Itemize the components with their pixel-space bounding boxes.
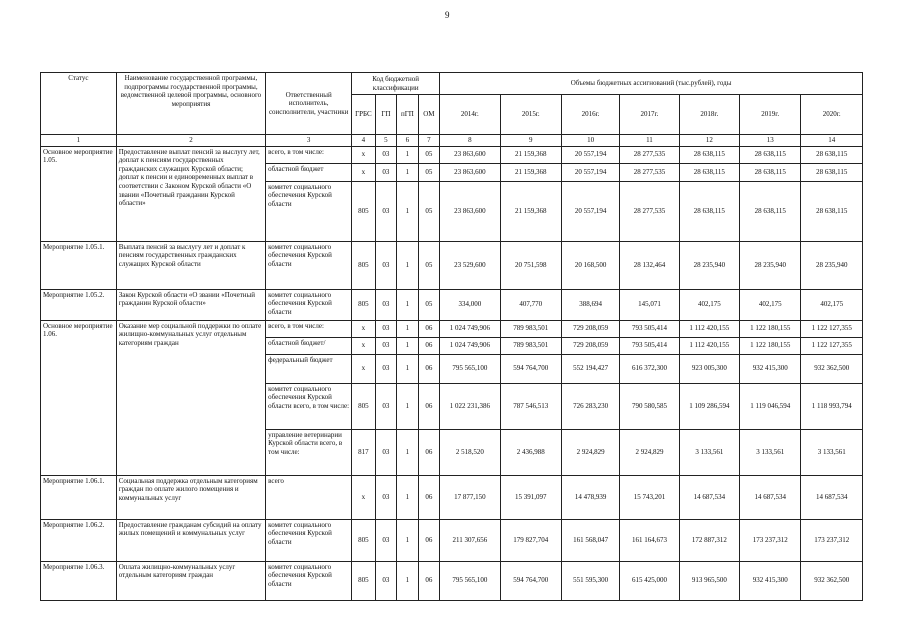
cell-value: 789 983,501 — [500, 337, 561, 354]
cell-grbs: 805 — [352, 519, 376, 561]
cell-value: 787 546,513 — [500, 383, 561, 429]
header-om: ОМ — [418, 95, 440, 135]
cell-value: 334,000 — [440, 289, 500, 320]
row-name: Оплата жилищно-коммунальных услуг отдельным категориям граждан — [116, 561, 265, 600]
row-executor: комитет социального обеспечения Курской области — [266, 181, 352, 241]
cell-value: 3 133,561 — [801, 429, 863, 475]
cell-value: 14 687,534 — [679, 475, 739, 519]
cell-value: 594 764,700 — [500, 561, 561, 600]
cell-value: 161 568,047 — [561, 519, 619, 561]
cell-value: 1 122 127,355 — [801, 320, 863, 337]
cell-value: 172 887,312 — [679, 519, 739, 561]
row-status: Мероприятие 1.05.2. — [41, 289, 117, 320]
table-row — [41, 241, 863, 289]
cell-value: 551 595,300 — [561, 561, 619, 600]
cell-gp: 03 — [375, 241, 396, 289]
cell-value: 1 022 231,386 — [440, 383, 500, 429]
cell-value: 28 235,940 — [740, 241, 801, 289]
cell-value: 1 122 180,155 — [740, 320, 801, 337]
cell-value: 2 518,520 — [440, 429, 500, 475]
row-executor: всего — [266, 475, 352, 519]
header-year: 2019г. — [740, 95, 801, 135]
cell-value: 2 436,988 — [500, 429, 561, 475]
cell-pgp: 1 — [397, 320, 418, 337]
column-number: 4 — [352, 135, 376, 147]
cell-om: 06 — [418, 337, 440, 354]
cell-value: 28 638,115 — [679, 163, 739, 181]
column-number: 10 — [561, 135, 619, 147]
row-status: Мероприятие 1.05.1. — [41, 241, 117, 289]
cell-value: 1 122 127,355 — [801, 337, 863, 354]
header-pgp: пГП — [397, 95, 418, 135]
cell-value: 1 024 749,906 — [440, 320, 500, 337]
cell-value: 790 580,585 — [620, 383, 679, 429]
header-executor: Ответственный исполнитель, соисполнители, участники — [266, 73, 352, 135]
cell-value: 23 863,600 — [440, 146, 500, 163]
cell-value: 28 638,115 — [801, 146, 863, 163]
cell-pgp: 1 — [397, 146, 418, 163]
cell-om: 05 — [418, 241, 440, 289]
row-status: Мероприятие 1.06.1. — [41, 475, 117, 519]
row-executor: комитет социального обеспечения Курской области — [266, 519, 352, 561]
cell-pgp: 1 — [397, 429, 418, 475]
cell-value: 913 965,500 — [679, 561, 739, 600]
cell-value: 402,175 — [740, 289, 801, 320]
row-executor: областной бюджет/ — [266, 337, 352, 354]
row-name: Закон Курской области «О звании «Почетный гражданин Курской области» — [116, 289, 265, 320]
cell-value: 402,175 — [679, 289, 739, 320]
cell-om: 06 — [418, 429, 440, 475]
header-gp: ГП — [375, 95, 396, 135]
header-year: 2014г. — [440, 95, 500, 135]
column-number: 1 — [41, 135, 117, 147]
cell-value: 23 863,600 — [440, 181, 500, 241]
header-year: 2018г. — [679, 95, 739, 135]
table-row — [41, 519, 863, 561]
table-row — [41, 146, 863, 163]
cell-value: 594 764,700 — [500, 354, 561, 383]
cell-value: 211 307,656 — [440, 519, 500, 561]
cell-value: 28 638,115 — [679, 146, 739, 163]
cell-value: 28 638,115 — [801, 163, 863, 181]
cell-value: 552 194,427 — [561, 354, 619, 383]
row-status: Основное мероприятие 1.06. — [41, 320, 117, 475]
cell-value: 28 235,940 — [801, 241, 863, 289]
cell-value: 1 118 993,794 — [801, 383, 863, 429]
cell-om: 05 — [418, 181, 440, 241]
cell-gp: 03 — [375, 181, 396, 241]
row-status: Основное мероприятие 1.05. — [41, 146, 117, 241]
header-grbs: ГРБС — [352, 95, 376, 135]
cell-value: 145,071 — [620, 289, 679, 320]
header-volumes: Объемы бюджетных ассигнований (тыс.рублей), годы — [440, 73, 863, 95]
row-executor: областной бюджет — [266, 163, 352, 181]
cell-om: 05 — [418, 289, 440, 320]
cell-value: 20 557,194 — [561, 146, 619, 163]
row-executor: федеральный бюджет — [266, 354, 352, 383]
cell-value: 173 237,312 — [801, 519, 863, 561]
cell-value: 28 638,115 — [740, 181, 801, 241]
budget-table — [40, 72, 863, 601]
column-number: 2 — [116, 135, 265, 147]
cell-value: 20 557,194 — [561, 181, 619, 241]
cell-value: 615 425,000 — [620, 561, 679, 600]
cell-value: 726 283,230 — [561, 383, 619, 429]
column-number: 12 — [679, 135, 739, 147]
row-name: Предоставление гражданам субсидий на оплату жилых помещений и коммунальных услуг — [116, 519, 265, 561]
cell-grbs: 805 — [352, 289, 376, 320]
cell-grbs: х — [352, 146, 376, 163]
cell-value: 1 024 749,906 — [440, 337, 500, 354]
cell-value: 28 638,115 — [740, 146, 801, 163]
cell-gp: 03 — [375, 337, 396, 354]
cell-value: 1 112 420,155 — [679, 320, 739, 337]
cell-om: 06 — [418, 475, 440, 519]
cell-value: 173 237,312 — [740, 519, 801, 561]
cell-grbs: х — [352, 354, 376, 383]
cell-value: 21 159,368 — [500, 146, 561, 163]
table-row — [41, 561, 863, 600]
cell-value: 795 565,100 — [440, 561, 500, 600]
cell-value: 616 372,300 — [620, 354, 679, 383]
header-code-group: Код бюджетной классификации — [352, 73, 440, 95]
cell-value: 20 751,598 — [500, 241, 561, 289]
cell-om: 06 — [418, 383, 440, 429]
row-name: Социальная поддержка отдельным категориям граждан по оплате жилого помещения и коммунальных услуг — [116, 475, 265, 519]
cell-gp: 03 — [375, 561, 396, 600]
cell-gp: 03 — [375, 289, 396, 320]
cell-grbs: 817 — [352, 429, 376, 475]
column-number: 13 — [740, 135, 801, 147]
cell-pgp: 1 — [397, 241, 418, 289]
row-executor: комитет социального обеспечения Курской области — [266, 241, 352, 289]
cell-grbs: х — [352, 320, 376, 337]
cell-pgp: 1 — [397, 354, 418, 383]
cell-value: 1 122 180,155 — [740, 337, 801, 354]
cell-value: 28 277,535 — [620, 146, 679, 163]
row-name: Выплата пенсий за выслугу лет и доплат к пенсиям государственных гражданских служащих Курской области — [116, 241, 265, 289]
cell-value: 28 277,535 — [620, 163, 679, 181]
column-number: 5 — [375, 135, 396, 147]
cell-gp: 03 — [375, 383, 396, 429]
cell-om: 06 — [418, 354, 440, 383]
row-executor: управление ветеринарии Курской области всего, в том числе: — [266, 429, 352, 475]
cell-pgp: 1 — [397, 337, 418, 354]
cell-value: 21 159,368 — [500, 163, 561, 181]
column-number: 14 — [801, 135, 863, 147]
cell-pgp: 1 — [397, 561, 418, 600]
cell-value: 28 277,535 — [620, 181, 679, 241]
cell-value: 402,175 — [801, 289, 863, 320]
cell-om: 05 — [418, 163, 440, 181]
header-year: 2015г. — [500, 95, 561, 135]
cell-value: 28 638,115 — [679, 181, 739, 241]
cell-grbs: х — [352, 475, 376, 519]
column-number: 11 — [620, 135, 679, 147]
cell-pgp: 1 — [397, 289, 418, 320]
cell-value: 795 565,100 — [440, 354, 500, 383]
row-status: Мероприятие 1.06.2. — [41, 519, 117, 561]
column-number: 6 — [397, 135, 418, 147]
cell-value: 28 638,115 — [801, 181, 863, 241]
header-year: 2016г. — [561, 95, 619, 135]
cell-value: 14 478,939 — [561, 475, 619, 519]
cell-om: 06 — [418, 519, 440, 561]
cell-grbs: 805 — [352, 561, 376, 600]
cell-value: 21 159,368 — [500, 181, 561, 241]
cell-gp: 03 — [375, 146, 396, 163]
page-number: 9 — [445, 10, 450, 20]
cell-value: 729 208,059 — [561, 320, 619, 337]
cell-value: 793 505,414 — [620, 337, 679, 354]
cell-gp: 03 — [375, 519, 396, 561]
row-executor: комитет социального обеспечения Курской области — [266, 561, 352, 600]
cell-value: 2 924,829 — [561, 429, 619, 475]
cell-value: 20 168,500 — [561, 241, 619, 289]
cell-gp: 03 — [375, 429, 396, 475]
column-number: 9 — [500, 135, 561, 147]
cell-grbs: 805 — [352, 181, 376, 241]
header-year: 2017г. — [620, 95, 679, 135]
cell-value: 3 133,561 — [679, 429, 739, 475]
cell-gp: 03 — [375, 475, 396, 519]
cell-value: 15 391,097 — [500, 475, 561, 519]
row-executor: всего, в том числе: — [266, 320, 352, 337]
column-number: 8 — [440, 135, 500, 147]
cell-pgp: 1 — [397, 519, 418, 561]
row-executor: всего, в том числе: — [266, 146, 352, 163]
cell-value: 932 415,300 — [740, 561, 801, 600]
cell-value: 793 505,414 — [620, 320, 679, 337]
header-year: 2020г. — [801, 95, 863, 135]
cell-om: 06 — [418, 561, 440, 600]
cell-value: 28 132,464 — [620, 241, 679, 289]
cell-value: 17 877,150 — [440, 475, 500, 519]
cell-value: 14 687,534 — [740, 475, 801, 519]
table-row — [41, 320, 863, 337]
cell-value: 789 983,501 — [500, 320, 561, 337]
table-row — [41, 289, 863, 320]
cell-grbs: 805 — [352, 241, 376, 289]
row-name: Предоставление выплат пенсий за выслугу лет, доплат к пенсиям государственных гражданских служащих Курской области; доплат к пенсии и единовременных выплат в соответствии с Законом Курской области «О звании «Почетный гражданин Курской области» — [116, 146, 265, 241]
cell-gp: 03 — [375, 354, 396, 383]
cell-pgp: 1 — [397, 181, 418, 241]
cell-value: 932 415,300 — [740, 354, 801, 383]
header-status: Статус — [41, 73, 117, 135]
cell-value: 15 743,201 — [620, 475, 679, 519]
row-status: Мероприятие 1.06.3. — [41, 561, 117, 600]
cell-value: 388,694 — [561, 289, 619, 320]
cell-value: 179 827,704 — [500, 519, 561, 561]
cell-grbs: 805 — [352, 383, 376, 429]
cell-gp: 03 — [375, 320, 396, 337]
cell-pgp: 1 — [397, 383, 418, 429]
cell-value: 923 005,300 — [679, 354, 739, 383]
table-row — [41, 475, 863, 519]
cell-value: 932 362,500 — [801, 354, 863, 383]
cell-value: 20 557,194 — [561, 163, 619, 181]
row-executor: комитет социального обеспечения Курской области — [266, 289, 352, 320]
column-number: 7 — [418, 135, 440, 147]
cell-value: 1 119 046,594 — [740, 383, 801, 429]
cell-value: 161 164,673 — [620, 519, 679, 561]
cell-value: 28 235,940 — [679, 241, 739, 289]
cell-gp: 03 — [375, 163, 396, 181]
header-name: Наименование государственной программы, подпрограммы государственной программы, ведомственной целевой программы, основного мероприятия — [116, 73, 265, 135]
row-executor: комитет социального обеспечения Курской области всего, в том числе: — [266, 383, 352, 429]
cell-value: 729 208,059 — [561, 337, 619, 354]
cell-value: 1 109 286,594 — [679, 383, 739, 429]
cell-value: 2 924,829 — [620, 429, 679, 475]
cell-value: 3 133,561 — [740, 429, 801, 475]
column-number-row — [41, 135, 863, 147]
cell-value: 14 687,534 — [801, 475, 863, 519]
cell-value: 23 529,600 — [440, 241, 500, 289]
column-number: 3 — [266, 135, 352, 147]
cell-grbs: х — [352, 337, 376, 354]
cell-pgp: 1 — [397, 163, 418, 181]
cell-grbs: х — [352, 163, 376, 181]
cell-om: 05 — [418, 146, 440, 163]
cell-value: 23 863,600 — [440, 163, 500, 181]
cell-om: 06 — [418, 320, 440, 337]
cell-value: 932 362,500 — [801, 561, 863, 600]
cell-value: 407,770 — [500, 289, 561, 320]
row-name: Оказание мер социальной поддержки по оплате жилищно-коммунальных услуг отдельным категориям граждан — [116, 320, 265, 475]
cell-pgp: 1 — [397, 475, 418, 519]
cell-value: 1 112 420,155 — [679, 337, 739, 354]
cell-value: 28 638,115 — [740, 163, 801, 181]
